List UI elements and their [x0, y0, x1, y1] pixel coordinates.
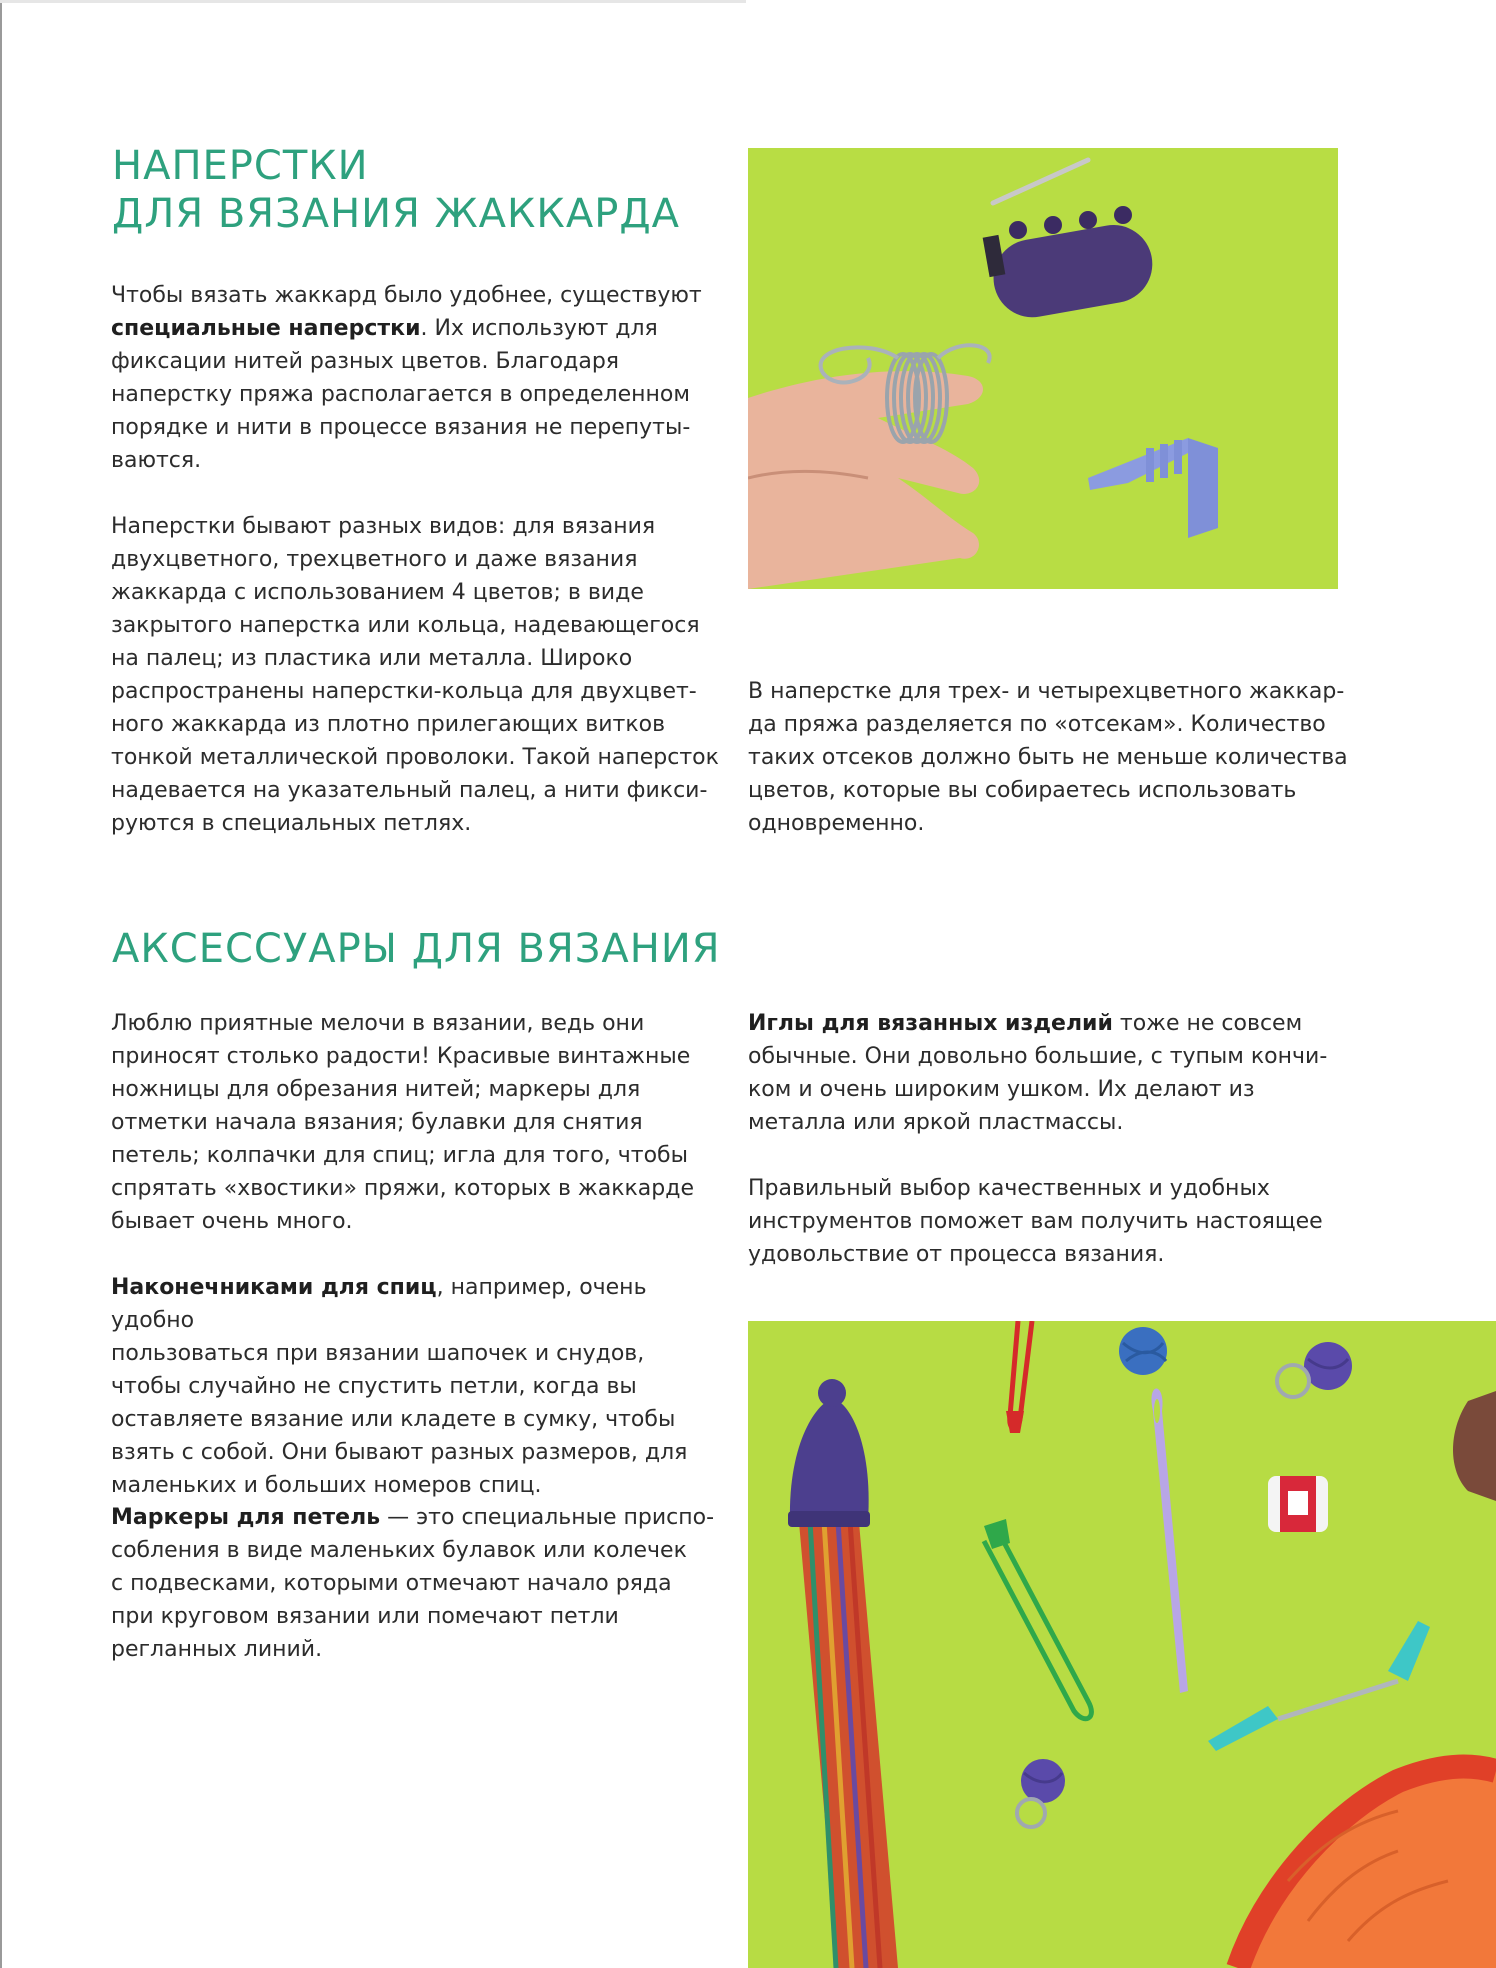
paragraph-yarn-needles: Иглы для вязанных изделий тоже не совсем обычные. Они довольно большие, с тупым кончи- ком и очень широким ушком. Их делают из металла или яркой пластмассы. [748, 1011, 1328, 1135]
photo-accessories [748, 1321, 1496, 1968]
paragraph-stitch-markers: Маркеры для петель — это специальные приспо- собления в виде маленьких булавок или колечек с подвесками, которыми отмечают начало ряда при круговом вязании или помечают петли регланных линий. [111, 1505, 715, 1662]
bold-term: специальные наперстки [111, 316, 421, 341]
page-left-edge [0, 0, 2, 1968]
bold-term: Наконечниками для спиц [111, 1275, 437, 1300]
title-line: НАПЕРСТКИ [112, 143, 369, 189]
bold-term: Маркеры для петель [111, 1505, 381, 1530]
paragraph-accessories-intro: Люблю приятные мелочи в вязании, ведь они приносят столько радости! Красивые винтажные ножницы для обрезания нитей; маркеры для отметки начала вязания; булавки для снятия петель; колпачки для спиц; игла для того, чтобы спрятать «хвостики» пряжи, которых в жаккарде бывает очень много. [111, 1011, 694, 1234]
accessories-illustration [748, 1321, 1496, 1968]
page-top-edge [0, 0, 746, 3]
paragraph-thimble-compartments: В наперстке для трех- и четырехцветного жаккар- да пряжа разделяется по «отсекам». Количество таких отсеков должно быть не меньше количества цветов, которые вы собираетесь использовать одновременно. [748, 679, 1348, 836]
title-line: ДЛЯ ВЯЗАНИЯ ЖАККАРДА [112, 191, 680, 237]
photo-thimbles [748, 148, 1338, 589]
paragraph-conclusion: Правильный выбор качественных и удобных инструментов поможет вам получить настоящее удовольствие от процесса вязания. [748, 1176, 1323, 1267]
bold-term: Иглы для вязанных изделий [748, 1011, 1113, 1036]
paragraph-thimble-types: Наперстки бывают разных видов: для вязания двухцветного, трехцветного и даже вязания жаккарда с использованием 4 цветов; в виде закрытого наперстка или кольца, надевающегося на палец; из пластика или металла. Широко распространены наперстки-кольца для двухцвет- ного жаккарда из плотно прилегающих витков тонкой металлической проволоки. Такой наперсток надевается на указательный палец, а нити фикси- руются в специальных петлях. [111, 514, 719, 836]
thimbles-illustration [748, 148, 1338, 589]
paragraph-thimbles-intro: Чтобы вязать жаккард было удобнее, существуют специальные наперстки. Их используют для фиксации нитей разных цветов. Благодаря наперстку пряжа располагается в определенном порядке и нити в процессе вязания не перепуты- ваются. [111, 283, 702, 473]
section-title-accessories: АКСЕССУАРЫ ДЛЯ ВЯЗАНИЯ [112, 926, 721, 972]
paragraph-needle-tips: Наконечниками для спиц, например, очень удобно пользоваться при вязании шапочек и снудов, чтобы случайно не спустить петли, когда вы оставляете вязание или кладете в сумку, чтобы взять с собой. Они бывают разных размеров, для маленьких и больших номеров спиц. [111, 1275, 688, 1498]
section-title-thimbles [112, 142, 680, 238]
